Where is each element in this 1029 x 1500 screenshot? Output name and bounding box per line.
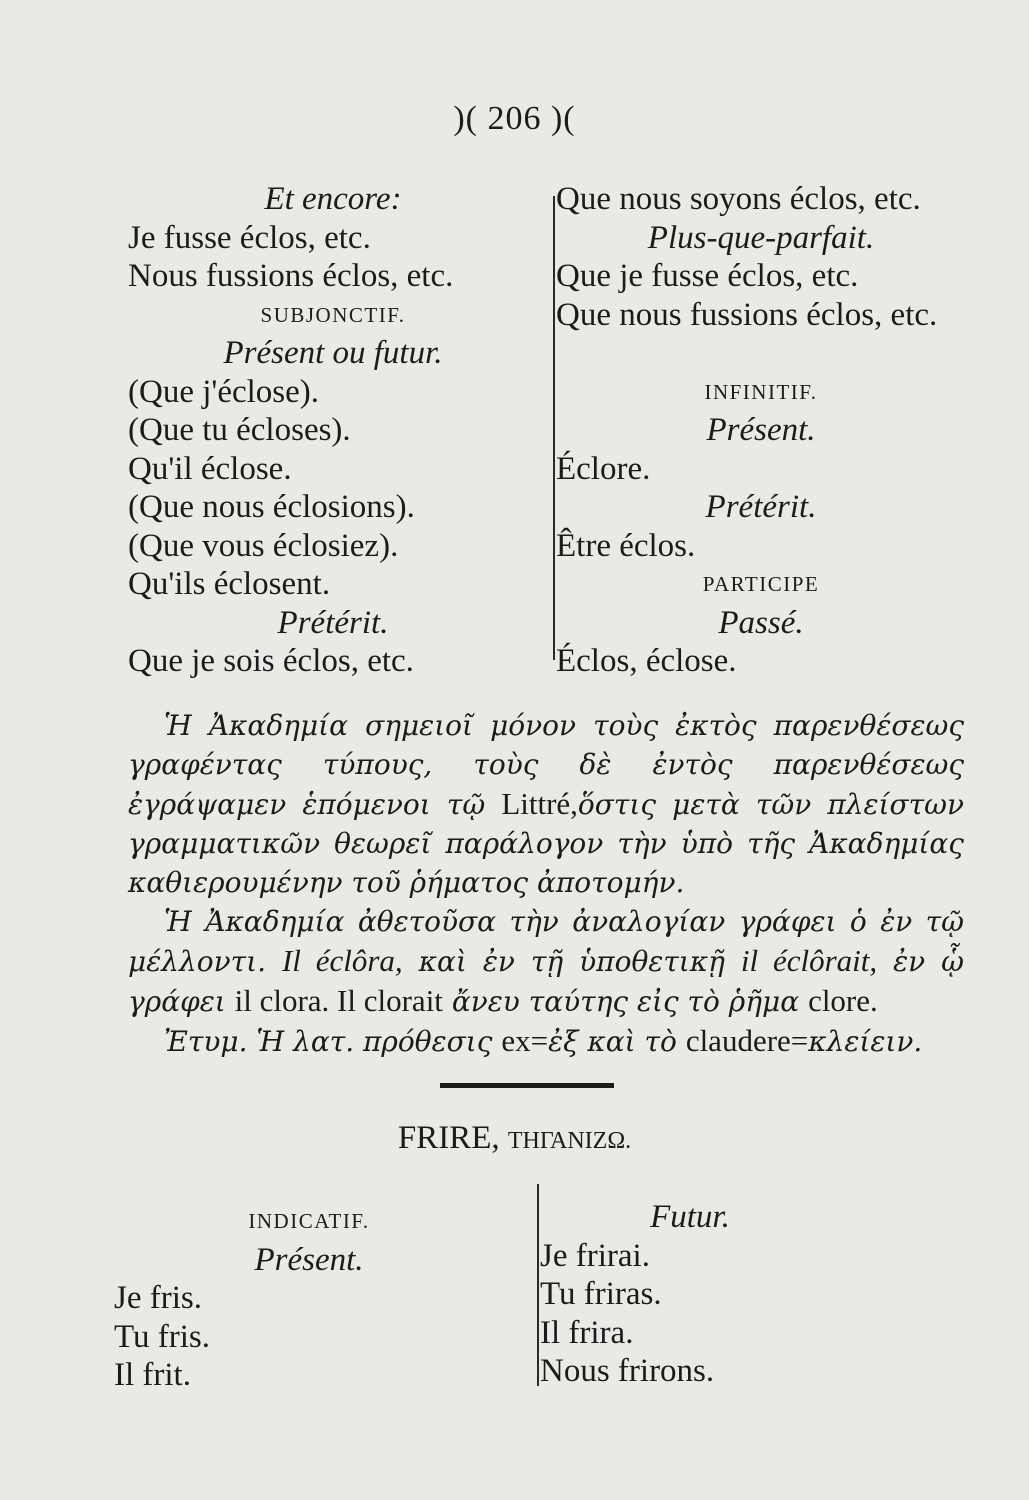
conjugation-line: Et encore: xyxy=(264,181,402,217)
conjugation-line: (Que j'éclose). xyxy=(128,373,320,410)
note-text: ὅστις μετὰ τῶν πλείστων γραμματικῶν θεωρεῖ παράλογον τὴν ὑπὸ τῆς Ἀκαδημίας καθιερουμένην τοῦ ῥήματος ἀποτομήν. xyxy=(128,788,964,899)
conjugation-line: Que nous fussions éclos, etc. xyxy=(556,296,938,333)
conjugation-line: Nous frirons. xyxy=(540,1353,715,1389)
note-latin-word: ex= xyxy=(501,1023,549,1058)
conjugation-line: Plus-que-parfait. xyxy=(647,219,875,256)
note-text: κλείειν. xyxy=(808,1025,923,1058)
column-divider xyxy=(553,196,555,660)
note-text: καὶ ἐν τῇ ὑποθετικῇ xyxy=(418,945,725,978)
conjugation-line: Tu fris. xyxy=(114,1318,210,1355)
conjugation-line: Qu'ils éclosent. xyxy=(128,566,331,602)
note-french-form: clore. xyxy=(808,983,878,1018)
conjugation-line: Que je fusse éclos, etc. xyxy=(556,258,859,294)
conjugation-line: Il frira. xyxy=(540,1314,634,1351)
conjugation-line: Je fris. xyxy=(114,1280,202,1316)
note-text: Ἡ Ἀκαδημία σημειοῖ μόνον τοὺς ἐκτὸς παρενθέσεως γραφέντας τύπους, τοὺς δὲ ἐντὸς παρενθέσεως ἐγράψαμεν ἑπόμενοι τῷ xyxy=(128,709,964,821)
conjugation-left-column xyxy=(128,180,538,681)
conjugation-line: PARTICIPE xyxy=(702,572,820,596)
note-paragraph-1 xyxy=(128,706,964,902)
column-divider xyxy=(537,1184,539,1386)
conjugation-line: INFINITIF. xyxy=(704,379,818,404)
conjugation-line: Éclore. xyxy=(556,450,651,487)
note-paragraph-3 xyxy=(128,1021,964,1061)
conjugation-line: Présent. xyxy=(254,1241,364,1278)
note-latin-name: Littré, xyxy=(501,786,578,821)
note-french-form: il éclôrait, xyxy=(740,943,878,978)
conjugation-line: (Que tu écloses). xyxy=(128,412,351,448)
conjugation-line: Je frirai. xyxy=(540,1237,650,1274)
page-number: )( 206 )( xyxy=(453,100,576,137)
note-text: Ἡ Ἀκαδημία ἀθετοῦσα τὴν ἀναλογίαν γράφει ὁ ἐν τῷ μέλλοντι. xyxy=(128,905,964,978)
conjugation-line: Tu friras. xyxy=(540,1276,662,1312)
conjugation-line xyxy=(556,334,966,373)
frire-right-column xyxy=(540,1198,840,1391)
conjugation-right-column xyxy=(556,180,966,681)
conjugation-line: Prétérit. xyxy=(277,604,389,641)
conjugation-line: Nous fussions éclos, etc. xyxy=(128,258,454,294)
conjugation-line: Éclos, éclose. xyxy=(556,643,737,679)
note-latin-word: claudere= xyxy=(685,1023,809,1058)
heading-french: FRIRE, xyxy=(397,1120,500,1156)
note-text: Ἐτυμ. Ἡ λατ. πρόθεσις xyxy=(164,1025,493,1058)
conjugation-line: Prétérit. xyxy=(705,489,817,525)
note-text: ἐξ καὶ τὸ xyxy=(548,1025,677,1058)
heading-greek: ΤΗΓΑΝΙΖΩ. xyxy=(507,1128,632,1154)
frire-left-column xyxy=(114,1202,504,1395)
conjugation-line: Je fusse éclos, etc. xyxy=(128,219,371,256)
conjugation-line: Présent. xyxy=(706,412,816,448)
note-text: ἐν ᾧ γράφει xyxy=(128,945,964,1018)
note-text: ἄνευ ταύτης εἰς τὸ ῥῆμα xyxy=(451,985,800,1018)
conjugation-line: INDICATIF. xyxy=(248,1209,370,1233)
section-heading xyxy=(0,1120,1029,1157)
note-french-form: il clora. Il clorait xyxy=(234,983,443,1018)
note-paragraph-2 xyxy=(128,902,964,1021)
conjugation-line: Passé. xyxy=(718,604,804,641)
conjugation-line: Il frit. xyxy=(114,1357,191,1393)
conjugation-line: SUBJONCTIF. xyxy=(260,302,406,327)
section-rule xyxy=(440,1083,614,1088)
conjugation-line: Qu'il éclose. xyxy=(128,450,292,487)
conjugation-line: Que je sois éclos, etc. xyxy=(128,643,414,679)
conjugation-line: (Que nous éclosions). xyxy=(128,489,415,525)
conjugation-line: (Que vous éclosiez). xyxy=(128,527,399,564)
conjugation-line: Que nous soyons éclos, etc. xyxy=(556,181,921,217)
conjugation-line: Présent ou futur. xyxy=(223,335,443,371)
note-french-form: Il éclôra, xyxy=(281,943,403,978)
conjugation-line: Être éclos. xyxy=(556,527,696,564)
greek-note xyxy=(128,706,964,1061)
conjugation-line: Futur. xyxy=(650,1199,730,1235)
